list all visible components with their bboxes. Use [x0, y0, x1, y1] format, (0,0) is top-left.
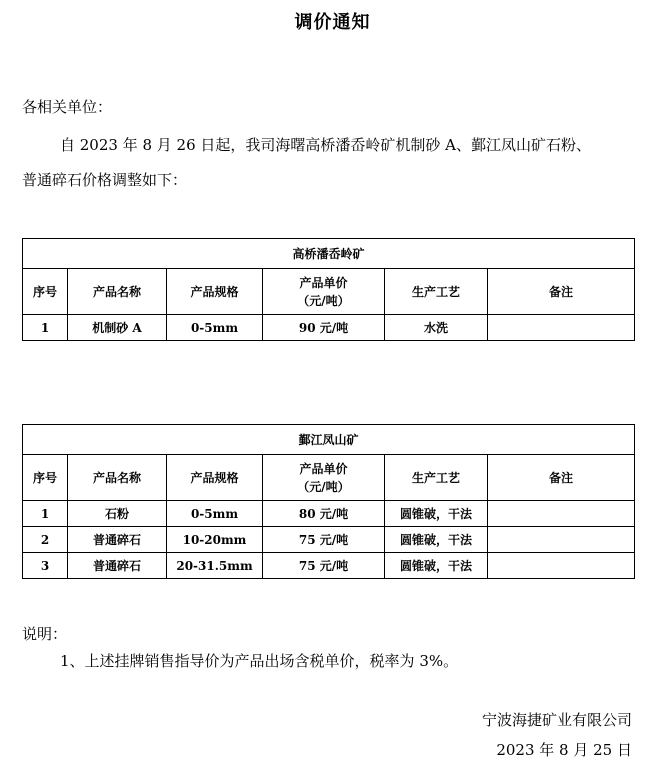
cell-remark [488, 527, 635, 553]
intro-line-2: 普通碎石价格调整如下： [22, 171, 188, 189]
cell-spec: 0-5mm [167, 315, 263, 341]
table-row [23, 501, 635, 527]
price-table-fengshan [22, 424, 635, 579]
header-spec: 产品规格 [167, 269, 263, 315]
cell-price: 90 元/吨 [263, 315, 385, 341]
header-remark: 备注 [488, 455, 635, 501]
cell-remark [488, 553, 635, 579]
intro-line-1: 自 2023 年 8 月 26 日起，我司海曙高桥潘岙岭矿机制砂 A、鄞江凤山矿石粉、 [60, 136, 592, 154]
cell-remark [488, 501, 635, 527]
header-remark: 备注 [488, 269, 635, 315]
header-spec: 产品规格 [167, 455, 263, 501]
signature-date: 2023 年 8 月 25 日 [496, 741, 632, 759]
header-price-line1: 产品单价 [299, 275, 348, 290]
cell-process: 圆锥破，干法 [385, 553, 488, 579]
header-no: 序号 [23, 269, 68, 315]
cell-name: 机制砂 A [68, 315, 167, 341]
header-process: 生产工艺 [385, 455, 488, 501]
greeting: 各相关单位： [22, 98, 113, 116]
cell-remark [488, 315, 635, 341]
price-table-gaoqiao [22, 238, 635, 341]
cell-no: 2 [23, 527, 68, 553]
note-item-1: 1、上述挂牌销售指导价为产品出场含税单价，税率为 3%。 [60, 652, 459, 670]
cell-no: 1 [23, 501, 68, 527]
cell-spec: 0-5mm [167, 501, 263, 527]
cell-name: 普通碎石 [68, 553, 167, 579]
table-header-row [23, 455, 635, 501]
cell-no: 1 [23, 315, 68, 341]
header-price-line1: 产品单价 [299, 461, 348, 476]
cell-price: 80 元/吨 [263, 501, 385, 527]
cell-name: 石粉 [68, 501, 167, 527]
header-price [263, 455, 385, 501]
header-no: 序号 [23, 455, 68, 501]
header-name: 产品名称 [68, 455, 167, 501]
header-price [263, 269, 385, 315]
cell-spec: 20-31.5mm [167, 553, 263, 579]
cell-price: 75 元/吨 [263, 527, 385, 553]
header-name: 产品名称 [68, 269, 167, 315]
table-row [23, 315, 635, 341]
table-row [23, 527, 635, 553]
cell-name: 普通碎石 [68, 527, 167, 553]
cell-price: 75 元/吨 [263, 553, 385, 579]
table-row [23, 553, 635, 579]
table-caption: 高桥潘岙岭矿 [23, 239, 635, 269]
page-title: 调价通知 [294, 12, 371, 33]
note-heading: 说明： [22, 625, 68, 643]
company-signature: 宁波海捷矿业有限公司 [481, 711, 632, 729]
header-price-line2: （元/吨） [297, 293, 350, 308]
table-header-row [23, 269, 635, 315]
header-process: 生产工艺 [385, 269, 488, 315]
cell-process: 圆锥破，干法 [385, 527, 488, 553]
table-caption: 鄞江凤山矿 [23, 425, 635, 455]
cell-process: 圆锥破，干法 [385, 501, 488, 527]
cell-spec: 10-20mm [167, 527, 263, 553]
cell-no: 3 [23, 553, 68, 579]
cell-process: 水洗 [385, 315, 488, 341]
header-price-line2: （元/吨） [297, 479, 350, 494]
